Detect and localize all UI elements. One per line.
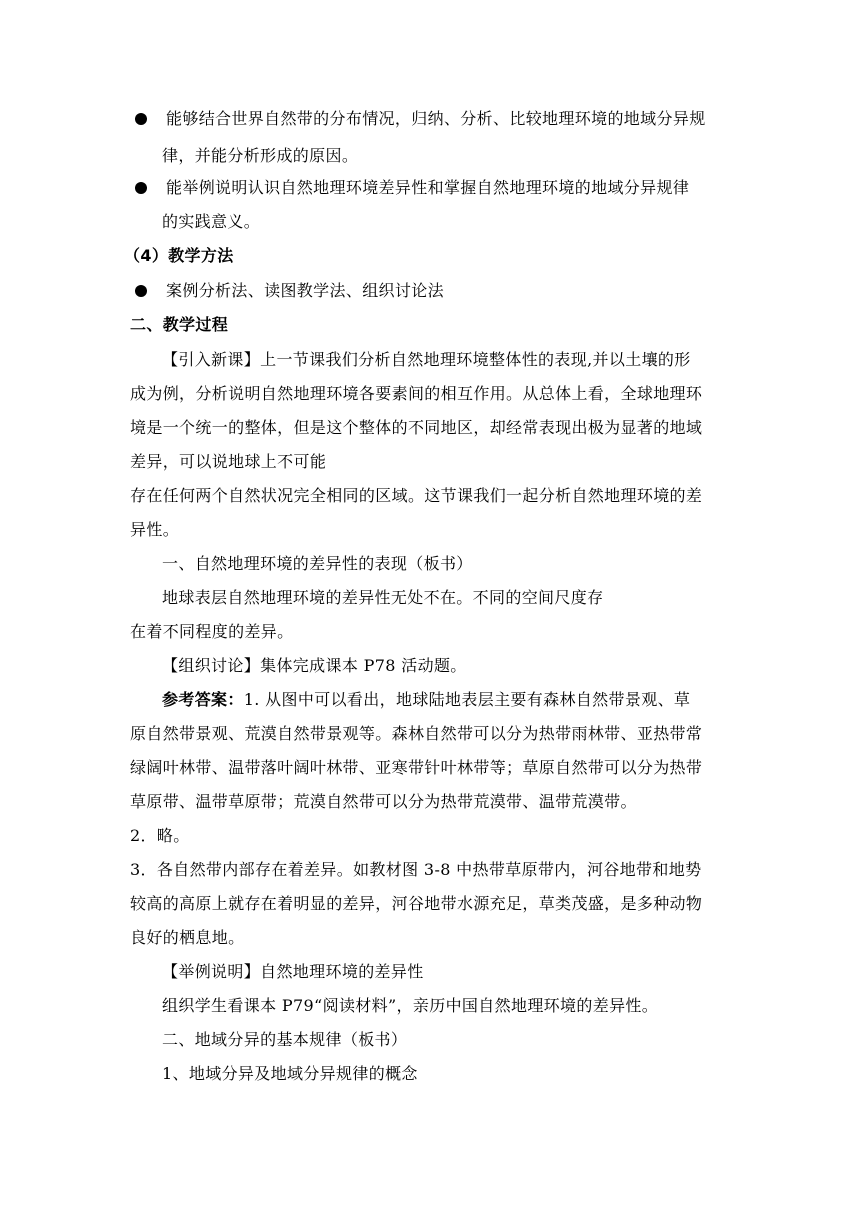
example-title: 【举例说明】自然地理环境的差异性	[162, 962, 424, 981]
section-2-title: 二、地域分异的基本规律（板书）	[162, 1030, 408, 1049]
process-heading: 二、教学过程	[130, 315, 229, 334]
section-1-title: 一、自然地理环境的差异性的表现（板书）	[162, 554, 473, 573]
intro-line-2: 成为例，分析说明自然地理环境各要素间的相互作用。从总体上看，全球地理环	[130, 384, 703, 403]
objective-bullet-1-line-2: 律，并能分析形成的原因。	[162, 146, 359, 165]
bullet-dot-icon	[135, 285, 147, 297]
answer-3-line-2: 较高的高原上就存在着明显的差异，河谷地带水源充足，草类茂盛，是多种动物	[130, 894, 703, 913]
objective-bullet-1-line-1: 能够结合世界自然带的分布情况，归纳、分析、比较地理环境的地域分异规	[166, 109, 706, 128]
example-text: 组织学生看课本 P79“阅读材料”，亲历中国自然地理环境的差异性。	[162, 996, 659, 1015]
answer-label: 参考答案：	[162, 690, 244, 709]
intro-line-6: 异性。	[130, 520, 180, 539]
objective-bullet-2-line-1: 能举例说明认识自然地理环境差异性和掌握自然地理环境的地域分异规律	[166, 178, 690, 197]
discussion-line: 【组织讨论】集体完成课本 P78 活动题。	[162, 656, 467, 675]
methods-bullet-text: 案例分析法、读图教学法、组织讨论法	[166, 281, 444, 300]
answer-text-1: 1. 从图中可以看出，地球陆地表层主要有森林自然带景观、草	[243, 690, 691, 709]
answer-3-line-3: 良好的栖息地。	[130, 928, 245, 947]
answer-2: 2．略。	[130, 826, 190, 845]
answer-line-1	[162, 690, 690, 710]
section-2-subtitle: 1、地域分异及地域分异规律的概念	[162, 1064, 418, 1083]
methods-heading: （4）教学方法	[124, 246, 234, 265]
intro-line-3: 境是一个统一的整体，但是这个整体的不同地区，却经常表现出极为显著的地域	[130, 418, 703, 437]
bullet-dot-icon	[135, 113, 147, 125]
intro-line-1: 【引入新课】上一节课我们分析自然地理环境整体性的表现,并以土壤的形	[162, 350, 691, 369]
intro-line-5: 存在任何两个自然状况完全相同的区域。这节课我们一起分析自然地理环境的差	[130, 486, 703, 505]
answer-line-2: 原自然带景观、荒漠自然带景观等。森林自然带可以分为热带雨林带、亚热带常	[130, 724, 703, 743]
intro-line-4: 差异，可以说地球上不可能	[130, 452, 327, 471]
answer-3-line-1: 3．各自然带内部存在着差异。如教材图 3-8 中热带草原带内，河谷地带和地势	[130, 860, 702, 879]
bullet-dot-icon	[135, 182, 147, 194]
objective-bullet-2-line-2: 的实践意义。	[162, 212, 261, 231]
answer-line-4: 草原带、温带草原带；荒漠自然带可以分为热带荒漠带、温带荒漠带。	[130, 792, 637, 811]
section-1-text-line-2: 在着不同程度的差异。	[130, 622, 294, 641]
section-1-text-line-1: 地球表层自然地理环境的差异性无处不在。不同的空间尺度存	[162, 588, 604, 607]
answer-line-3: 绿阔叶林带、温带落叶阔叶林带、亚寒带针叶林带等；草原自然带可以分为热带	[130, 758, 703, 777]
